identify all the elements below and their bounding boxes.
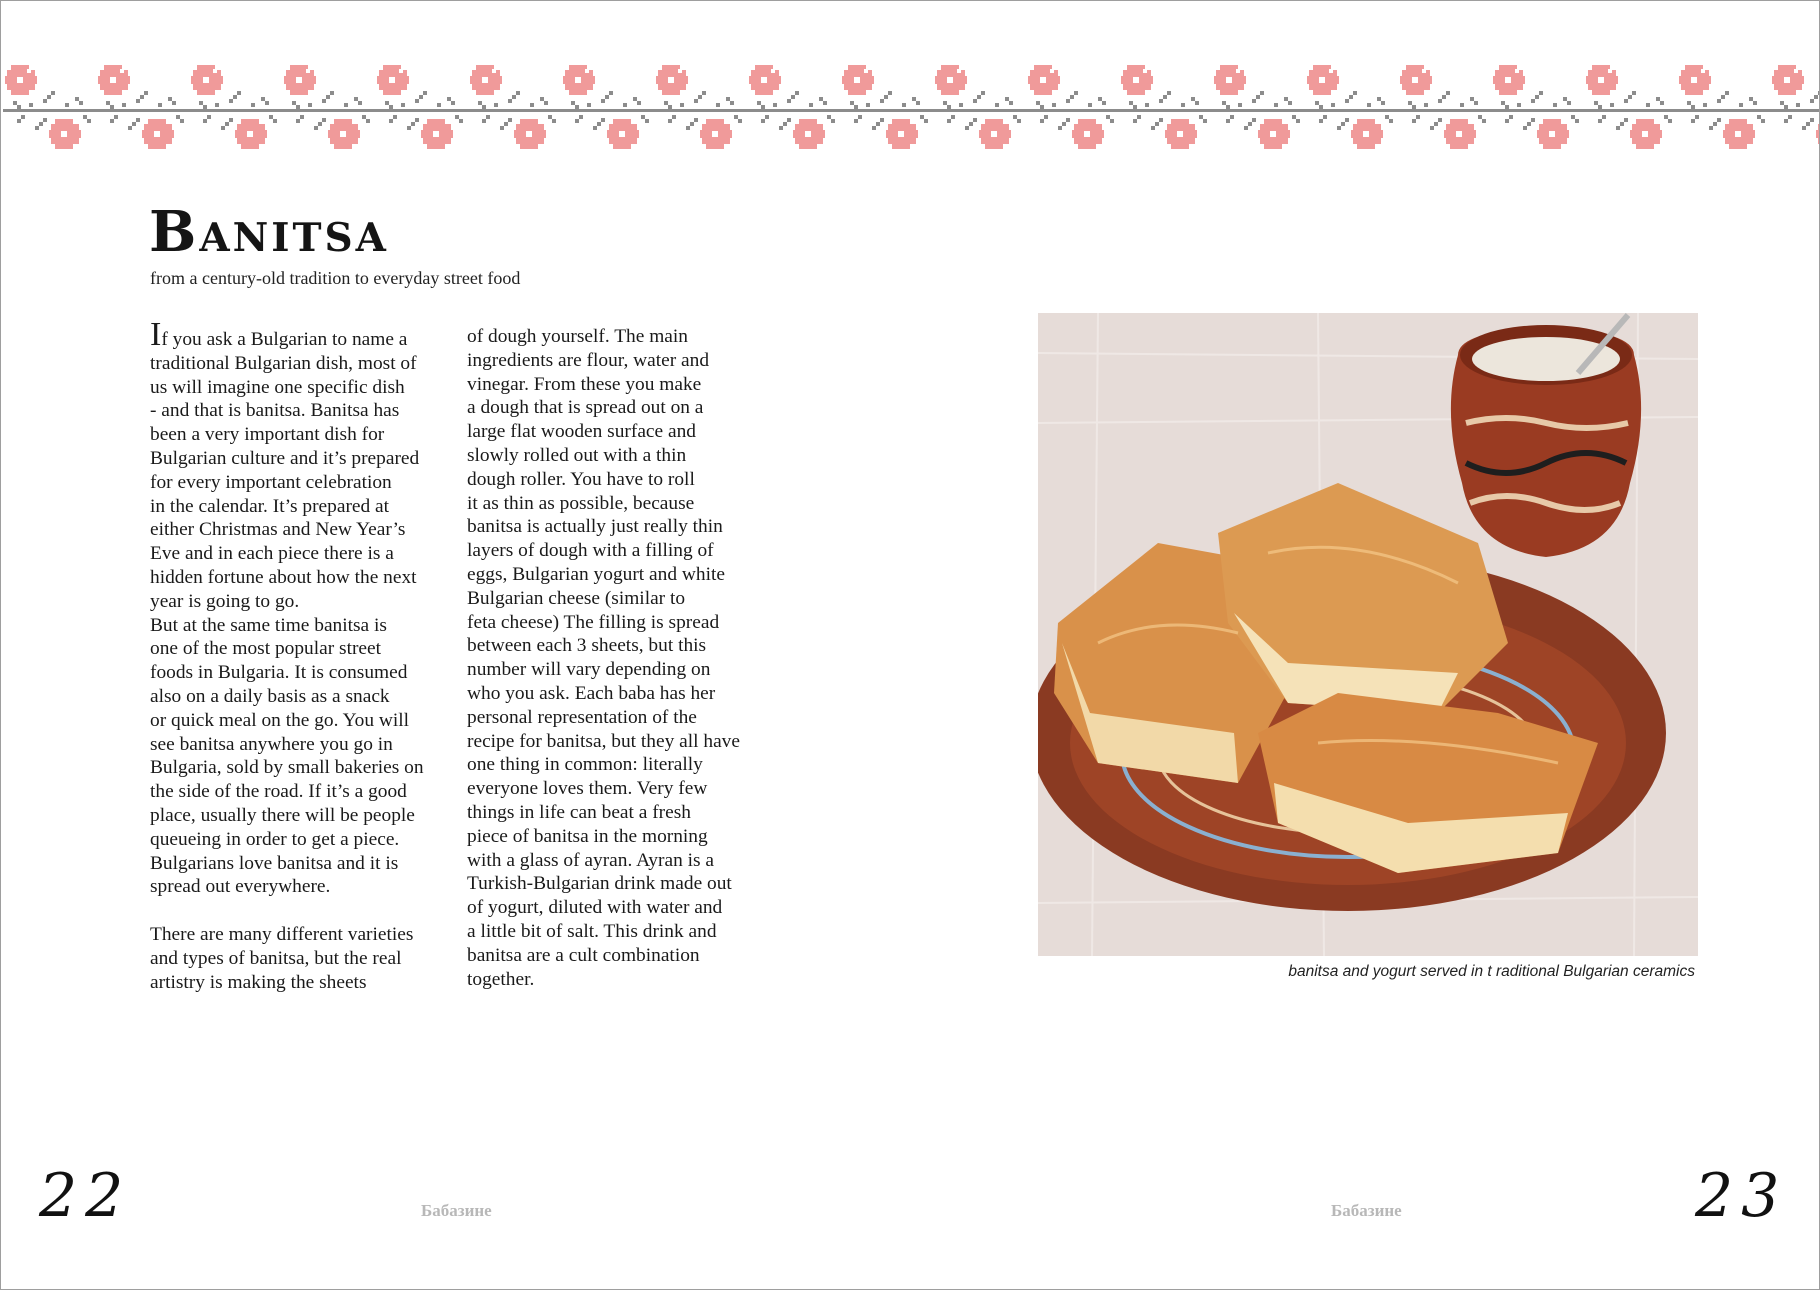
photo-caption: banitsa and yogurt served in t raditional Bulgarian ceramics: [1288, 963, 1695, 980]
drop-cap: I: [150, 316, 162, 353]
column-1-text: f you ask a Bulgarian to name a traditional Bulgarian dish, most of us will imagine one specific dish - and that is banitsa. Banitsa has been a very important dish for Bulgarian culture and it’s prepared for every important celebration in the calendar. It’s prepared at either Christmas and New Year’s Eve and in each piece there is a hidden fortune about how the next year is going to go. But at the same time banitsa is one of the most popular street foods in Bulgaria. It is consumed also on a daily basis as a snack or quick meal on the go. You will see banitsa anywhere you go in Bulgaria, sold by small bakeries on the side of the road. If it’s a good place, usually there will be people queueing in order to get a piece. Bulgarians love banitsa and it is spread out everywhere. There are many different varieties and types of banitsa, but the real artistry is making the sheets: [150, 329, 424, 993]
page-number-left: 22: [39, 1161, 132, 1231]
article-title: Banitsa: [149, 199, 389, 265]
banitsa-photo: [1038, 313, 1698, 956]
article-column-2: of dough yourself. The main ingredients are flour, water and vinegar. From these you make a dough that is spread out on a large flat wooden surface and slowly rolled out with a thin dough roller. You have to roll it as thin as possible, because banitsa is actually just really thin layers of dough with a filling of eggs, Bulgarian yogurt and white Bulgarian cheese (similar to feta cheese) The filling is spread between each 3 sheets, but this number will vary depending on who you ask. Each baba has her personal representation of the recipe for banitsa, but they all have one thing in common: literally everyone loves them. Very few things in life can beat a fresh piece of banitsa in the morning with a glass of ayran. Ayran is a Turkish-Bulgarian drink made out of yogurt, diluted with water and a little bit of salt. This drink and banitsa are a cult combination together.: [467, 326, 740, 990]
cross-stitch-rose-border-icon: [3, 59, 1819, 159]
article-column-1: [150, 316, 450, 994]
magazine-brand-right: Бабазине: [1331, 1201, 1402, 1220]
magazine-brand-left: Бабазине: [421, 1201, 492, 1220]
article-subtitle: from a century-old tradition to everyday street food: [150, 268, 521, 288]
page-number-right: 23: [1695, 1161, 1788, 1231]
